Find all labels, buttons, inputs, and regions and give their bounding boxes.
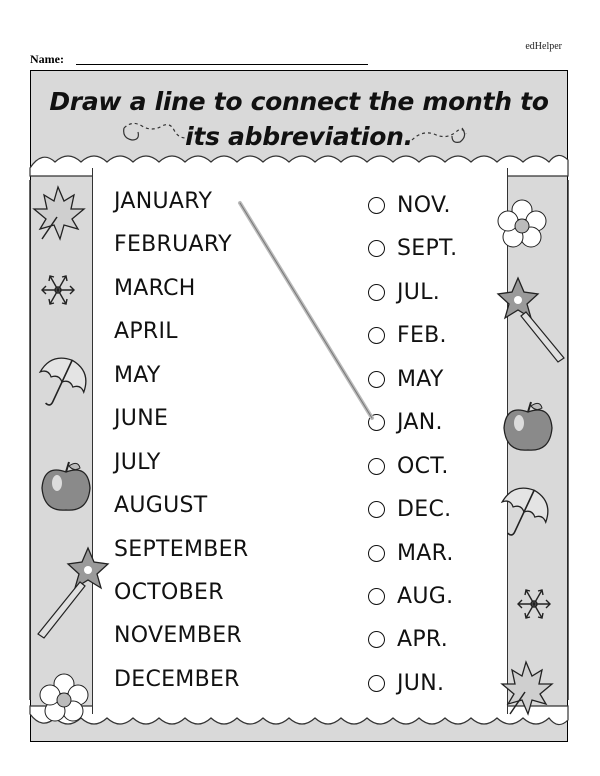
maple-leaf-icon: [502, 662, 552, 714]
page-title-line1: Draw a line to connect the month to: [49, 87, 549, 116]
month-february[interactable]: FEBRUARY: [114, 232, 232, 257]
snowflake-icon: [518, 590, 550, 618]
abbr-may[interactable]: MAY: [397, 367, 444, 392]
abbr-aug[interactable]: AUG.: [397, 584, 454, 609]
brand-label: edHelper: [525, 41, 562, 52]
umbrella-icon: [491, 480, 556, 546]
apple-icon: [504, 402, 552, 450]
abbr-jan[interactable]: JAN.: [397, 410, 443, 435]
abbr-apr[interactable]: APR.: [397, 627, 449, 652]
month-march[interactable]: MARCH: [114, 276, 196, 301]
abbr-feb[interactable]: FEB.: [397, 323, 447, 348]
month-may[interactable]: MAY: [114, 363, 161, 388]
abbr-oct[interactable]: OCT.: [397, 454, 449, 479]
month-april[interactable]: APRIL: [114, 319, 178, 344]
month-july[interactable]: JULY: [114, 450, 161, 475]
shooting-star-icon: [498, 278, 564, 362]
month-november[interactable]: NOVEMBER: [114, 623, 242, 648]
flower-icon: [498, 200, 546, 247]
abbr-mar[interactable]: MAR.: [397, 541, 454, 566]
page-title-line2: its abbreviation.: [185, 122, 413, 151]
name-label: Name:: [30, 52, 64, 66]
month-january[interactable]: JANUARY: [114, 189, 213, 214]
month-december[interactable]: DECEMBER: [114, 667, 240, 692]
abbr-jul[interactable]: JUL.: [397, 280, 441, 305]
month-october[interactable]: OCTOBER: [114, 580, 224, 605]
month-september[interactable]: SEPTEMBER: [114, 537, 249, 562]
month-june[interactable]: JUNE: [114, 406, 169, 431]
abbr-nov[interactable]: NOV.: [397, 193, 451, 218]
month-august[interactable]: AUGUST: [114, 493, 208, 518]
abbr-sept[interactable]: SEPT.: [397, 236, 458, 261]
abbr-jun[interactable]: JUN.: [397, 671, 445, 696]
abbr-dec[interactable]: DEC.: [397, 497, 452, 522]
